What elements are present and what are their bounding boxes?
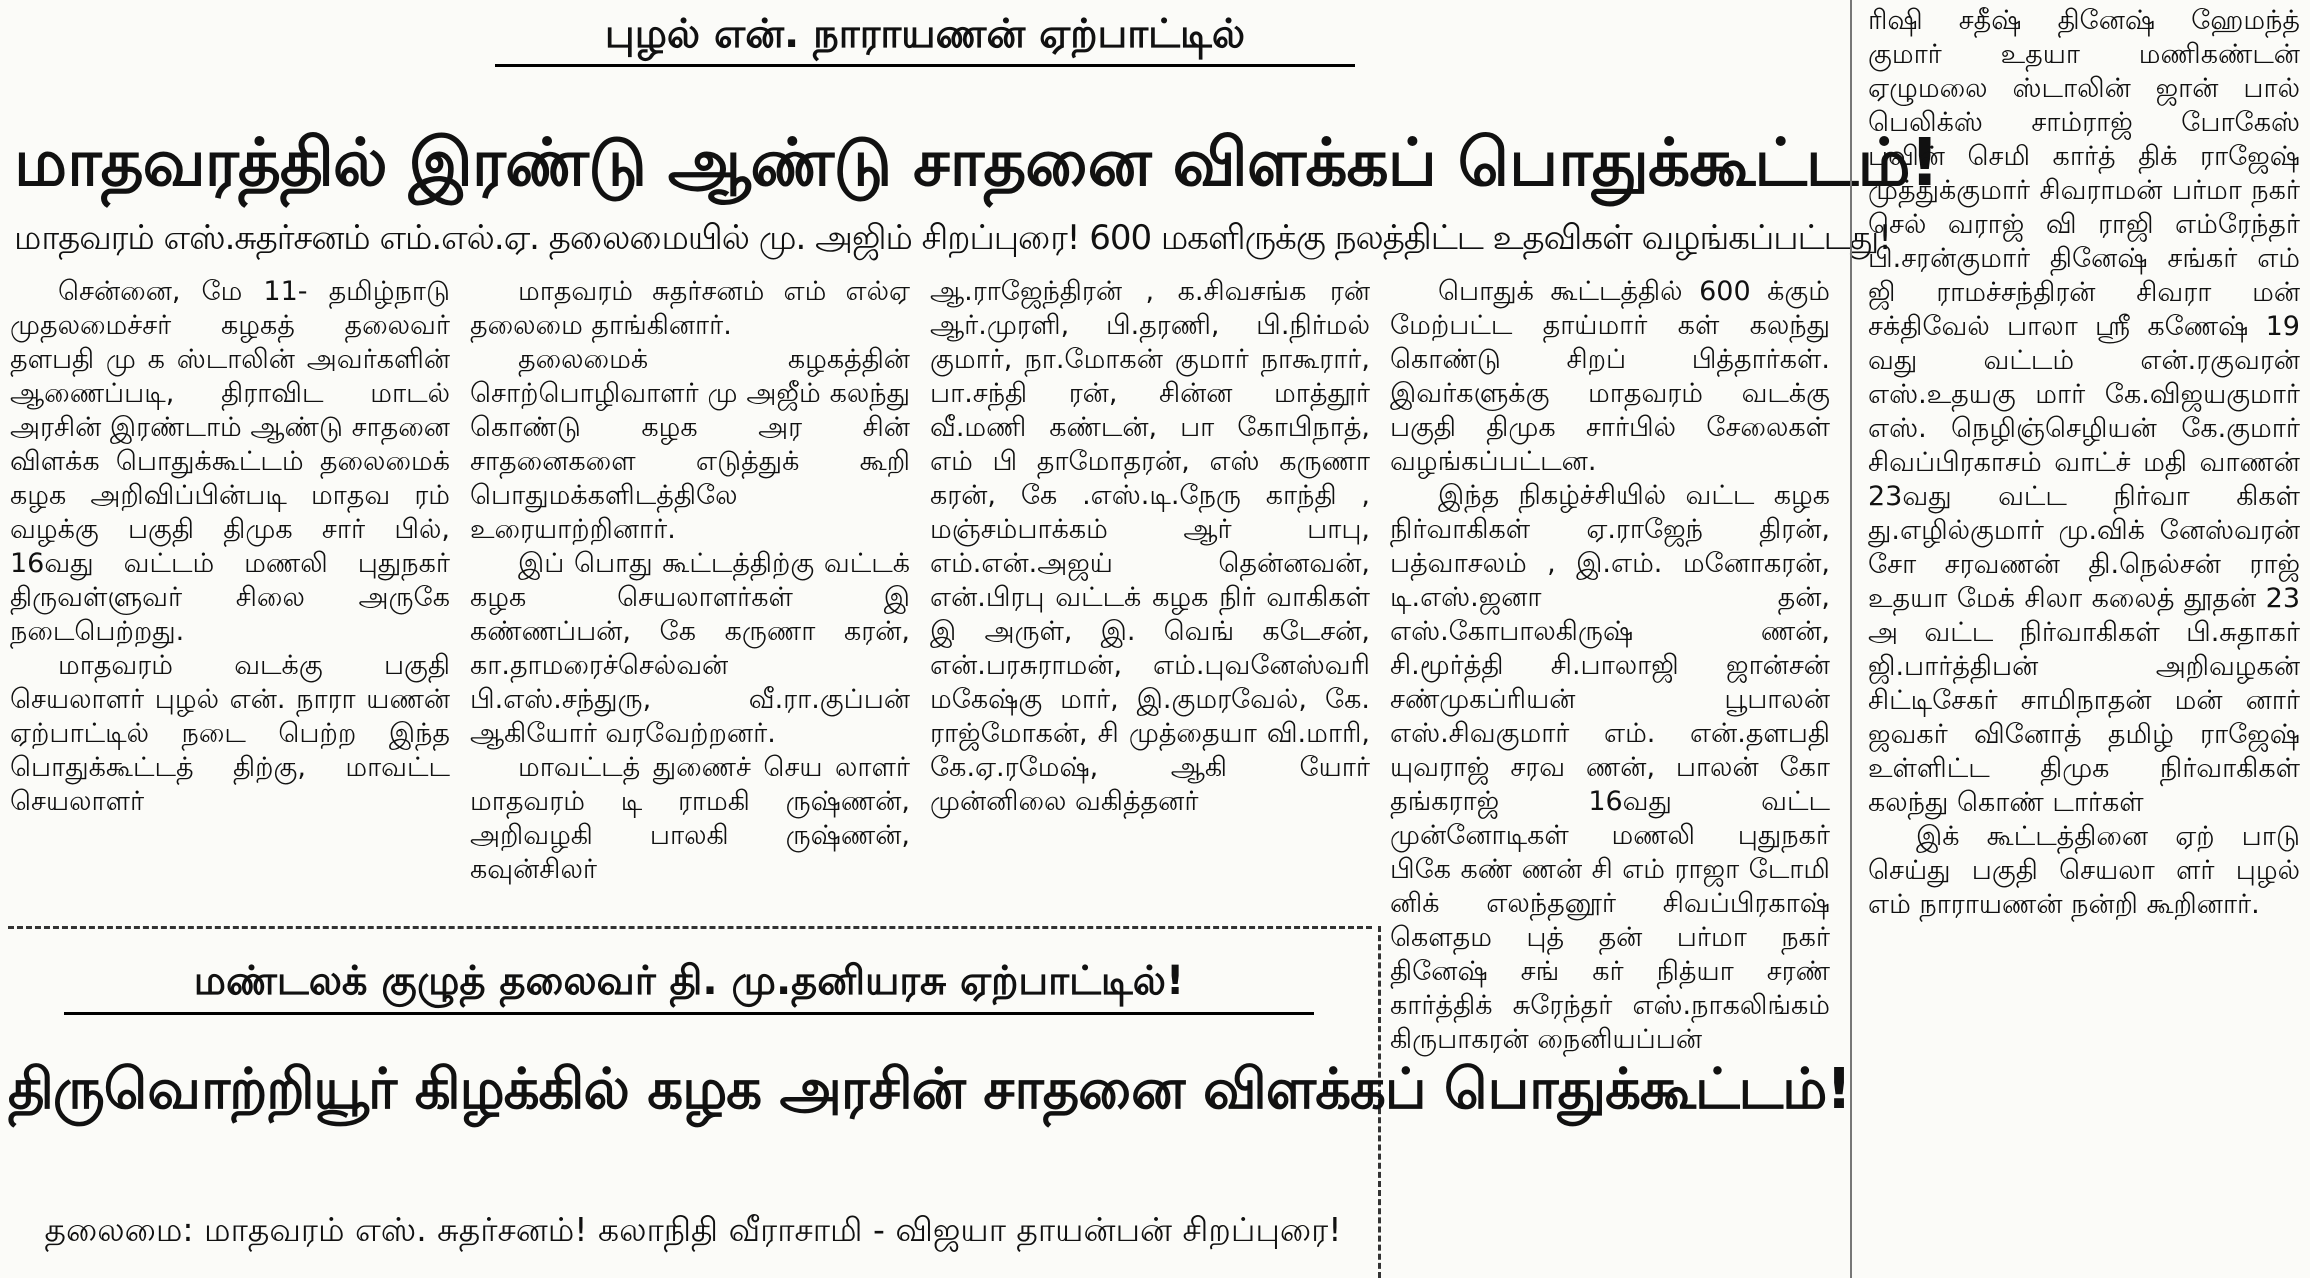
column-paragraph: இந்த நிகழ்ச்சியில் வட்ட கழக நிர்வாகிகள் ஏ.ராஜேந் திரன், பத்வாசலம் , இ.எம். மனோகரன், டி.எஸ்.ஜனா தன், எஸ்.கோபாலகிருஷ் ணன், சி.மூர்த்தி சி.பாலாஜி ஜான்சன் சண்முகப்ரியன் பூபாலன் எஸ்.சிவகுமார் எம். என்.தளபதி யுவராஜ் சரவ ணன், பாலன் கோ தங்கராஜ் 16வது வட்ட முன்னோடிகள் மணலி புதுநகர் பிகே கண் ணன் சி எம் ராஜா டோமி னிக் எலந்தனூர் சிவப்பிரகாஷ் கௌதம புத் தன் பர்மா நகர் தினேஷ் சங் கர் நித்யா சரண் கார்த்திக் சுரேந்தர் எஸ்.நாகலிங்கம் கிருபாகரன் நைனியப்பன் (1390, 480, 1830, 1055)
column-paragraph: ஆ.ராஜேந்திரன் , க.சிவசங்க ரன் ஆர்.முரளி, பி.தரணி, பி.நிர்மல் குமார், நா.மோகன் குமார் நாகூரார், பா.சந்தி ரன், சின்ன மாத்தூர் வீ.மணி கண்டன், பா கோபிநாத், எம் பி தாமோதரன், எஸ் கருணா கரன், கே .எஸ்.டி.நேரு காந்தி , மஞ்சம்பாக்கம் ஆர் பாபு, எம்.என்.அஜய் தென்னவன், என்.பிரபு வட்டக் கழக நிர் வாகிகள் இ அருள், இ. வெங் கடேசன், என்.பரசுராமன், எம்.புவனேஸ்வரி மகேஷ்கு மார், இ.குமரவேல், கே. ராஜ்மோகன், சி முத்தையா வி.மாரி, கே.ஏ.ரமேஷ், ஆகி யோர் முன்னிலை வகித்தனர் (930, 276, 1370, 817)
article1-subhead: மாதவரம் எஸ்.சுதர்சனம் எம்.எல்.ஏ. தலைமையில் மு. அஜிம் சிறப்புரை! 600 மகளிருக்கு நலத்திட்ட உதவிகள் வழங்கப்பட்டது! (14, 218, 1891, 258)
column-paragraph: இக் கூட்டத்தினை ஏற் பாடு செய்து பகுதி செயலா ளர் புழல் எம் நாராயணன் நன்றி கூறினார். (1868, 821, 2300, 920)
column-paragraph: பொதுக் கூட்டத்தில் 600 க்கும் மேற்பட்ட தாய்மார் கள் கலந்து கொண்டு சிறப் பித்தார்கள். இவர்களுக்கு மாதவரம் வடக்கு பகுதி திமுக சார்பில் சேலைகள் வழங்கப்பட்டன. (1390, 276, 1830, 477)
column-paragraph: ரிஷி சதீஷ் தினேஷ் ஹேமந்த் குமார் உதயா மணிகண்டன் ஏழுமலை ஸ்டாலின் ஜான் பால் பெலிக்ஸ் சாம்ராஜ் போகேஸ் பவின் செமி கார்த் திக் ராஜேஷ் முத்துக்குமார் சிவராமன் பர்மா நகர் செல் வராஜ் வி ராஜி எம்ரேந்தர் பி.சரன்குமார் தினேஷ் சங்கர் எம் ஜி ராமச்சந்திரன் சிவரா மன் சக்திவேல் பாலா ஸ்ரீ கணேஷ் 19 வது வட்டம் என்.ரகுவரன் எஸ்.உதயகு மார் கே.விஜயகுமார் எஸ். நெழிஞ்செழியன் கே.குமார் சிவப்பிரகாசம் வாட்ச் மதி வாணன் 23வது வட்ட நிர்வா கிகள் து.எழில்குமார் மு.விக் னேஸ்வரன் சோ சரவணன் தி.நெல்சன் ராஜ் உதயா மேக் சிலா கலைத் தூதன் 23 அ வட்ட நிர்வாகிகள் பி.சுதாகர் ஜி.பார்த்திபன் அறிவழகன் சிட்டிசேகர் சாமிநாதன் மன் னார் ஜவகர் வினோத் தமிழ் ராஜேஷ் உள்ளிட்ட திமுக நிர்வாகிகள் கலந்து கொண் டார்கள் (1868, 5, 2300, 818)
column-paragraph: மாவட்டத் துணைச் செய லாளர் மாதவரம் டி ராமகி ருஷ்ணன், அறிவழகி பாலகி ருஷ்ணன், கவுன்சிலர் (470, 752, 910, 885)
article1-headline: மாதவரத்தில் இரண்டு ஆண்டு சாதனை விளக்கப் பொதுக்கூட்டம்! (14, 124, 1939, 201)
column-paragraph: மாதவரம் சுதர்சனம் எம் எல்ஏ தலைமை தாங்கினார். (470, 276, 910, 341)
article1-column-1 (10, 275, 450, 915)
dashed-divider-horizontal (8, 926, 1372, 929)
article1-column-3 (930, 275, 1370, 915)
article2-subhead: தலைமை: மாதவரம் எஸ். சுதர்சனம்! கலாநிதி வீராசாமி - விஜயா தாயன்பன் சிறப்புரை! (44, 1210, 1342, 1249)
column-paragraph: தலைமைக் கழகத்தின் சொற்பொழிவாளர் மு அஜீம் கலந்து கொண்டு கழக அர சின் சாதனைகளை எடுத்துக் கூறி பொதுமக்களிடத்திலே உரையாற்றினார். (470, 344, 910, 545)
column-paragraph: இப் பொது கூட்டத்திற்கு வட்டக் கழக செயலாளர்கள் இ கண்ணப்பன், கே கருணா கரன், கா.தாமரைச்செல்வன் பி.எஸ்.சந்துரு, வீ.ரா.குப்பன் ஆகியோர் வரவேற்றனர். (470, 548, 910, 749)
article1-kicker: புழல் என். நாராயணன் ஏற்பாட்டில் (495, 4, 1355, 67)
column-paragraph: மாதவரம் வடக்கு பகுதி செயலாளர் புழல் என். நாரா யணன் ஏற்பாட்டில் நடை பெற்ற இந்த பொதுக்கூட்டத் திற்கு, மாவட்ட செயலாளர் (10, 650, 450, 817)
article2-kicker: மண்டலக் குழுத் தலைவர் தி. மு.தனியரசு ஏற்பாட்டில்! (64, 950, 1314, 1015)
article1-column-4 (1390, 275, 1830, 1275)
article1-column-2 (470, 275, 910, 915)
article1-column-5 (1868, 4, 2300, 1274)
column-paragraph: சென்னை, மே 11- தமிழ்நாடு முதலமைச்சர் கழகத் தலைவர் தளபதி மு க ஸ்டாலின் அவர்களின் ஆணைப்படி, திராவிட மாடல் அரசின் இரண்டாம் ஆண்டு சாதனை விளக்க பொதுக்கூட்டம் தலைமைக் கழக அறிவிப்பின்படி மாதவ ரம் வழக்கு பகுதி திமுக சார் பில், 16வது வட்டம் மணலி புதுநகர் திருவள்ளுவர் சிலை அருகே நடைபெற்றது. (10, 276, 450, 647)
article2-headline: திருவொற்றியூர் கிழக்கில் கழக அரசின் சாதனை விளக்கப் பொதுக்கூட்டம்! (8, 1057, 1851, 1122)
